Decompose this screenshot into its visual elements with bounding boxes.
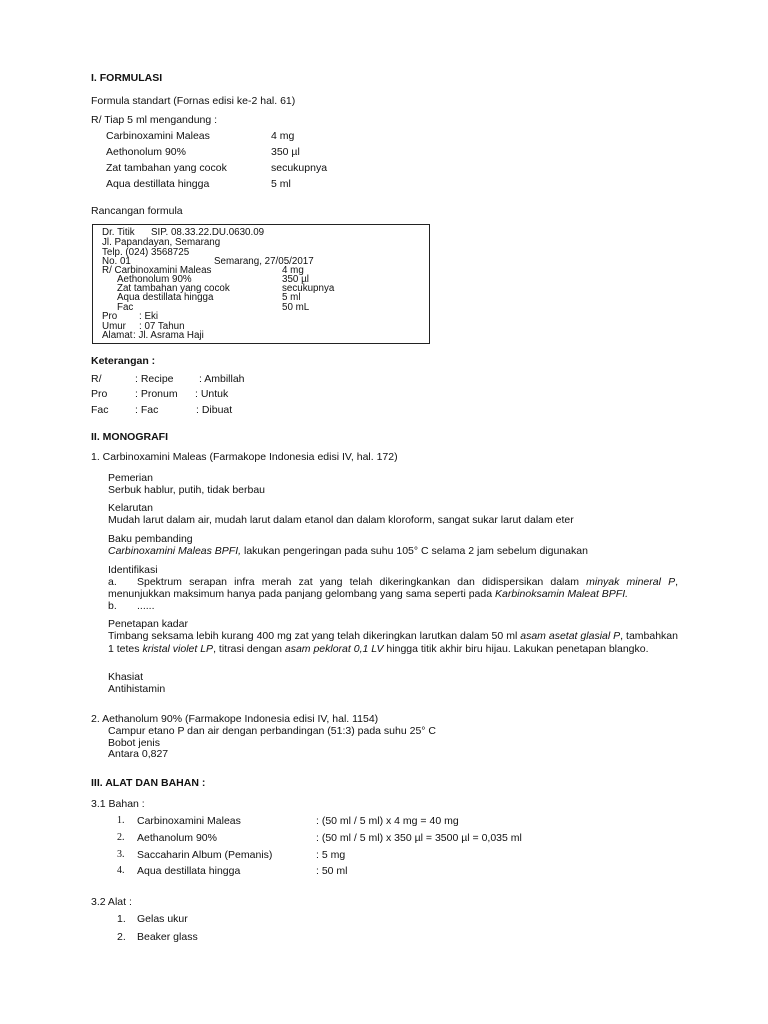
kadar-text: Timbang seksama lebih kurang 400 mg zat yang telah dikeringkan larutkan dalam 50 ml asam asetat glasial P, tambahkan 1 tetes kristal violet LP, titrasi dengan asam peklorat 0,1 LV hingga titik akhir biru hijau. Lakukan penetapan blangko.	[108, 630, 678, 655]
ident-a-line-1: Spektrum serapan infra merah zat yang telah dikeringkankan dan didispersikan dalam minyak mineral P,	[137, 576, 678, 588]
alat-name: Beaker glass	[137, 931, 198, 943]
patient-label: Alamat	[102, 330, 133, 341]
rx-item-name: R/ Carbinoxamini Maleas	[102, 265, 212, 276]
baku-text	[108, 545, 588, 557]
monograph-item-2-line: Antara 0,827	[108, 748, 169, 760]
monograph-item-2-title: 2. Aethanolum 90% (Farmakope Indonesia edisi IV, hal. 1154)	[91, 713, 379, 725]
patient-value: : 07 Tahun	[139, 321, 185, 332]
rx-item-amount: 5 ml	[282, 292, 301, 303]
bahan-calculation: : (50 ml / 5 ml) x 4 mg = 40 mg	[316, 815, 459, 827]
bahan-number: 1.	[117, 815, 125, 826]
patient-value: : Eki	[139, 311, 159, 322]
bahan-label: 3.1 Bahan :	[91, 798, 145, 810]
keterangan-meaning: : Ambillah	[199, 373, 245, 385]
bahan-number: 4.	[117, 865, 125, 876]
bahan-number: 2.	[117, 832, 125, 843]
doctor-address: Jl. Papandayan, Semarang	[102, 237, 221, 248]
bahan-name: Aethanolum 90%	[137, 832, 217, 844]
ident-a-italic: minyak mineral P	[586, 576, 676, 588]
prescription-box	[92, 224, 430, 344]
rx-item-amount: 350 µl	[282, 274, 309, 285]
ident-b-text: ......	[137, 600, 155, 612]
prescription-place-date: Semarang, 27/05/2017	[214, 256, 314, 267]
rx-item-amount: 50 mL	[282, 302, 310, 313]
keterangan-latin: : Pronum	[135, 388, 178, 400]
section-heading-alat-bahan: III. ALAT DAN BAHAN :	[91, 777, 206, 789]
monograph-item-2-line: Campur etano P dan air dengan perbandingan (51:3) pada suhu 25° C	[108, 725, 436, 737]
patient-label: Pro	[102, 311, 118, 322]
rx-item-name: Aqua destillata hingga	[117, 292, 214, 303]
keterangan-abbr: Pro	[91, 388, 108, 400]
rx-item-amount: 4 mg	[282, 265, 304, 276]
formula-item-amount: 4 mg	[271, 130, 295, 142]
keterangan-latin: : Recipe	[135, 373, 174, 385]
formula-item-name: Zat tambahan yang cocok	[106, 162, 227, 174]
monograph-item-1-title: 1. Carbinoxamini Maleas (Farmakope Indonesia edisi IV, hal. 172)	[91, 451, 398, 463]
doctor-name: Dr. Titik	[102, 227, 135, 238]
alat-number: 2.	[117, 931, 126, 943]
kelarutan-label: Kelarutan	[108, 502, 153, 514]
baku-reference-name: Carbinoxamini Maleas BPFI,	[108, 545, 242, 557]
section-heading-formulasi: I. FORMULASI	[91, 72, 163, 84]
rx-item-amount: secukupnya	[282, 283, 335, 294]
recipe-intro: R/ Tiap 5 ml mengandung :	[91, 114, 218, 126]
pemerian-text: Serbuk hablur, putih, tidak berbau	[108, 484, 266, 496]
rx-item-name: Aethonolum 90%	[117, 274, 192, 285]
bahan-number: 3.	[117, 849, 125, 860]
prescription-number: No. 01	[102, 256, 131, 267]
bahan-name: Carbinoxamini Maleas	[137, 815, 241, 827]
ident-a-marker: a.	[108, 576, 117, 588]
rancangan-formula-label: Rancangan formula	[91, 205, 183, 217]
formula-item-name: Aqua destillata hingga	[106, 178, 210, 190]
bahan-name: Saccaharin Album (Pemanis)	[137, 849, 273, 861]
keterangan-heading: Keterangan :	[91, 355, 156, 367]
doctor-sip: SIP. 08.33.22.DU.0630.09	[151, 227, 265, 238]
identifikasi-label: Identifikasi	[108, 564, 158, 576]
formula-item-amount: 350 µl	[271, 146, 300, 158]
keterangan-abbr: R/	[91, 373, 102, 385]
bahan-name: Aqua destillata hingga	[137, 865, 241, 877]
alat-name: Gelas ukur	[137, 913, 188, 925]
monograph-item-2-line: Bobot jenis	[108, 737, 160, 749]
patient-label: Umur	[102, 321, 126, 332]
khasiat-text: Antihistamin	[108, 683, 166, 695]
formula-item-name: Carbinoxamini Maleas	[106, 130, 210, 142]
keterangan-meaning: : Untuk	[195, 388, 229, 400]
ident-a-line-2: menunjukkan maksimum hanya pada panjang gelombang yang sama seperti pada Karbinoksamin Maleat BPFI.	[108, 588, 629, 600]
pemerian-label: Pemerian	[108, 472, 153, 484]
keterangan-latin: : Fac	[135, 404, 159, 416]
section-heading-monografi: II. MONOGRAFI	[91, 431, 168, 443]
bahan-calculation: : 50 ml	[316, 865, 348, 877]
alat-label: 3.2 Alat :	[91, 896, 132, 908]
rx-item-name: Zat tambahan yang cocok	[117, 283, 230, 294]
keterangan-meaning: : Dibuat	[196, 404, 233, 416]
standard-formula-label: Formula standart (Fornas edisi ke-2 hal. 61)	[91, 95, 296, 107]
keterangan-abbr: Fac	[91, 404, 109, 416]
patient-value: : Jl. Asrama Haji	[133, 330, 204, 341]
kadar-label: Penetapan kadar	[108, 618, 188, 630]
formula-item-amount: secukupnya	[271, 162, 328, 174]
khasiat-label: Khasiat	[108, 671, 144, 683]
bahan-calculation: : (50 ml / 5 ml) x 350 µl = 3500 µl = 0,035 ml	[316, 832, 522, 844]
alat-number: 1.	[117, 913, 126, 925]
kelarutan-text: Mudah larut dalam air, mudah larut dalam etanol dan dalam kloroform, sangat sukar larut dalam eter	[108, 514, 574, 526]
ident-b-marker: b.	[108, 600, 117, 612]
formula-item-amount: 5 ml	[271, 178, 291, 190]
baku-label: Baku pembanding	[108, 533, 193, 545]
rx-item-name: Fac	[117, 302, 134, 313]
ident-a-reference: Karbinoksamin Maleat BPFI.	[495, 588, 629, 600]
formula-item-name: Aethonolum 90%	[106, 146, 186, 158]
baku-instruction: lakukan pengeringan pada suhu 105° C selama 2 jam sebelum digunakan	[241, 545, 588, 557]
bahan-calculation: : 5 mg	[316, 849, 346, 861]
doctor-phone: Telp. (024) 3568725	[102, 247, 190, 258]
